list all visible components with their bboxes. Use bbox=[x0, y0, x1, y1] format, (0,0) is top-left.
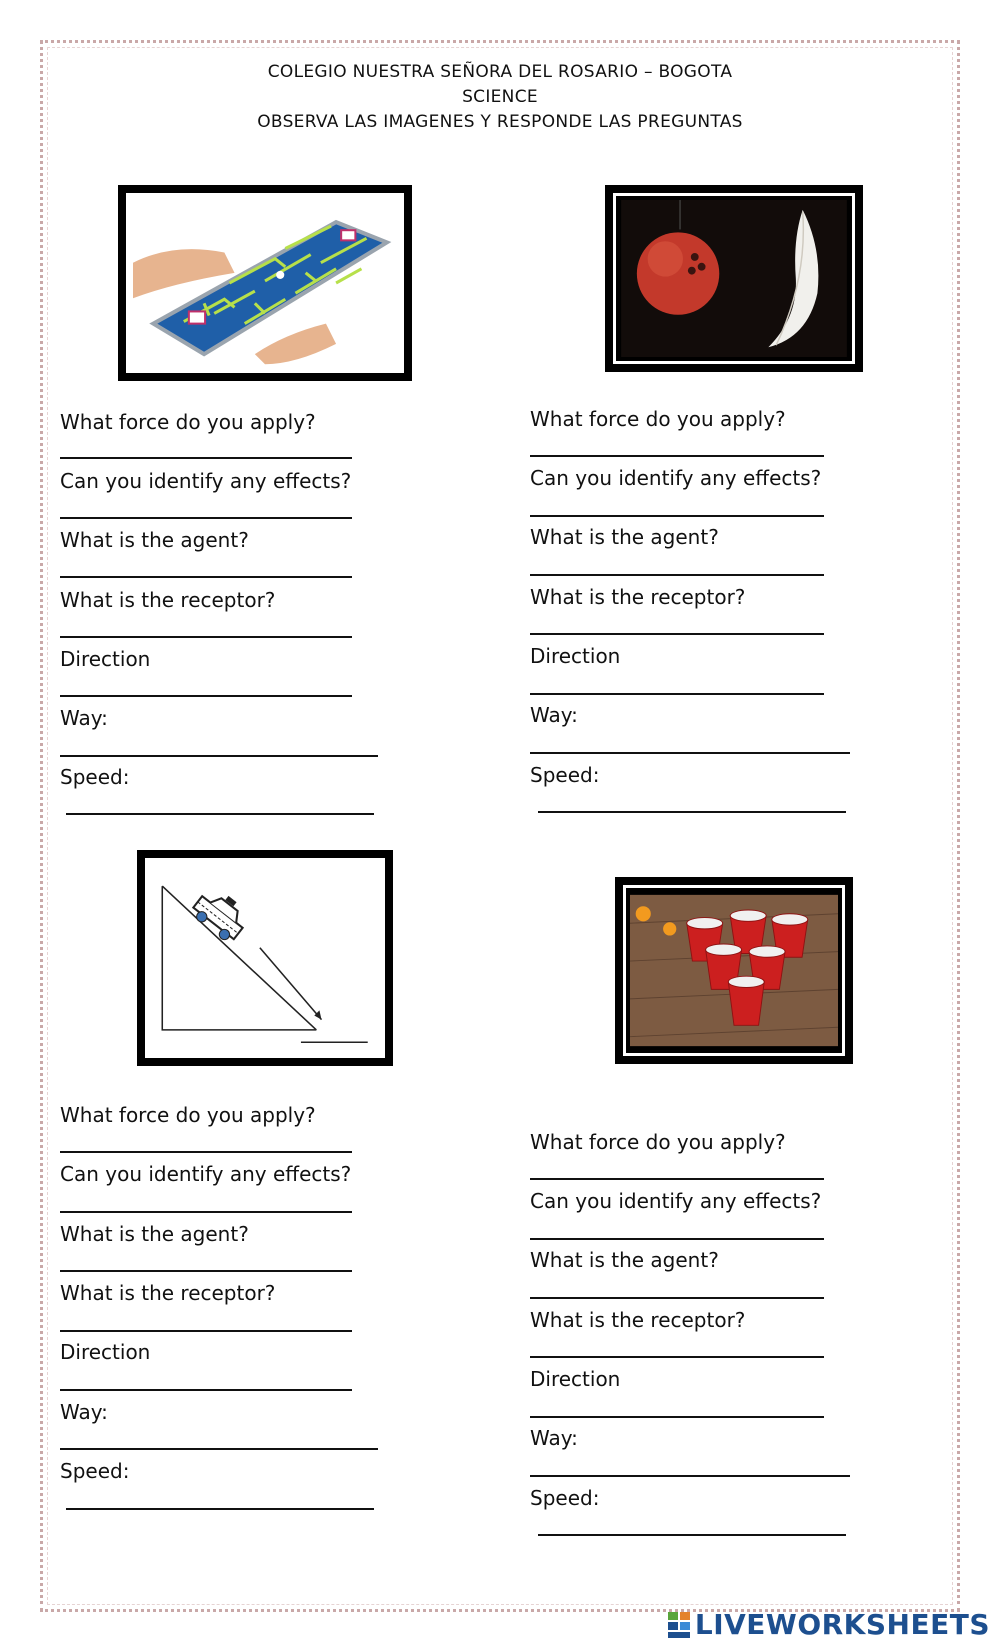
question-effects: Can you identify any effects? bbox=[60, 1162, 352, 1186]
question-effects: Can you identify any effects? bbox=[60, 469, 352, 493]
answer-line[interactable] bbox=[60, 1211, 352, 1213]
answer-line[interactable] bbox=[60, 576, 352, 578]
answer-line[interactable] bbox=[60, 1270, 352, 1272]
answer-line[interactable] bbox=[60, 695, 352, 697]
answer-line[interactable] bbox=[530, 1238, 824, 1240]
question-receptor: What is the receptor? bbox=[60, 588, 276, 612]
answer-line[interactable] bbox=[538, 1534, 846, 1536]
answer-line[interactable] bbox=[60, 755, 378, 757]
school-name: COLEGIO NUESTRA SEÑORA DEL ROSARIO – BOGOTA bbox=[267, 62, 733, 82]
cups-balls-picture bbox=[615, 877, 853, 1064]
question-direction: Direction bbox=[530, 1367, 621, 1391]
question-direction: Direction bbox=[60, 1340, 151, 1364]
question-receptor: What is the receptor? bbox=[60, 1281, 276, 1305]
question-force: What force do you apply? bbox=[60, 1103, 316, 1127]
answer-line[interactable] bbox=[60, 1389, 352, 1391]
answer-line[interactable] bbox=[530, 693, 824, 695]
answer-line[interactable] bbox=[530, 633, 824, 635]
answer-line[interactable] bbox=[530, 1356, 824, 1358]
question-direction: Direction bbox=[530, 644, 621, 668]
answer-line[interactable] bbox=[60, 1151, 352, 1153]
question-force: What force do you apply? bbox=[60, 410, 316, 434]
liveworksheets-logo-icon bbox=[667, 1611, 691, 1639]
question-effects: Can you identify any effects? bbox=[530, 1189, 822, 1213]
answer-line[interactable] bbox=[530, 574, 824, 576]
answer-line[interactable] bbox=[530, 455, 824, 457]
answer-line[interactable] bbox=[60, 636, 352, 638]
answer-line[interactable] bbox=[530, 1178, 824, 1180]
liveworksheets-logo bbox=[667, 1608, 990, 1641]
worksheet-header bbox=[0, 60, 1000, 135]
answer-line[interactable] bbox=[530, 515, 824, 517]
maze-game-picture bbox=[118, 185, 412, 381]
question-way: Way: bbox=[60, 706, 108, 730]
question-agent: What is the agent? bbox=[60, 528, 249, 552]
answer-line[interactable] bbox=[66, 813, 374, 815]
car-incline-picture bbox=[137, 850, 393, 1066]
question-speed: Speed: bbox=[60, 1459, 130, 1483]
question-speed: Speed: bbox=[530, 763, 600, 787]
logo-text: LIVEWORKSHEETS bbox=[694, 1608, 990, 1641]
bowling-ball-feather-icon bbox=[620, 200, 848, 357]
answer-line[interactable] bbox=[530, 1475, 850, 1477]
question-agent: What is the agent? bbox=[530, 525, 719, 549]
answer-line[interactable] bbox=[530, 752, 850, 754]
question-force: What force do you apply? bbox=[530, 407, 786, 431]
question-speed: Speed: bbox=[530, 1486, 600, 1510]
subject-title: SCIENCE bbox=[462, 87, 538, 107]
answer-line[interactable] bbox=[60, 457, 352, 459]
car-on-incline-icon bbox=[152, 865, 378, 1051]
question-speed: Speed: bbox=[60, 765, 130, 789]
answer-line[interactable] bbox=[538, 811, 846, 813]
answer-line[interactable] bbox=[60, 517, 352, 519]
question-way: Way: bbox=[530, 1426, 578, 1450]
cups-and-balls-icon bbox=[630, 892, 838, 1049]
bowling-ball-feather-picture bbox=[605, 185, 863, 372]
question-way: Way: bbox=[530, 703, 578, 727]
question-agent: What is the agent? bbox=[530, 1248, 719, 1272]
answer-line[interactable] bbox=[60, 1330, 352, 1332]
question-way: Way: bbox=[60, 1400, 108, 1424]
answer-line[interactable] bbox=[530, 1297, 824, 1299]
question-receptor: What is the receptor? bbox=[530, 1308, 746, 1332]
instructions: OBSERVA LAS IMAGENES Y RESPONDE LAS PREGUNTAS bbox=[257, 112, 743, 132]
question-effects: Can you identify any effects? bbox=[530, 466, 822, 490]
question-receptor: What is the receptor? bbox=[530, 585, 746, 609]
question-force: What force do you apply? bbox=[530, 1130, 786, 1154]
question-direction: Direction bbox=[60, 647, 151, 671]
maze-game-icon bbox=[133, 200, 397, 366]
answer-line[interactable] bbox=[66, 1508, 374, 1510]
answer-line[interactable] bbox=[530, 1416, 824, 1418]
question-agent: What is the agent? bbox=[60, 1222, 249, 1246]
answer-line[interactable] bbox=[60, 1448, 378, 1450]
